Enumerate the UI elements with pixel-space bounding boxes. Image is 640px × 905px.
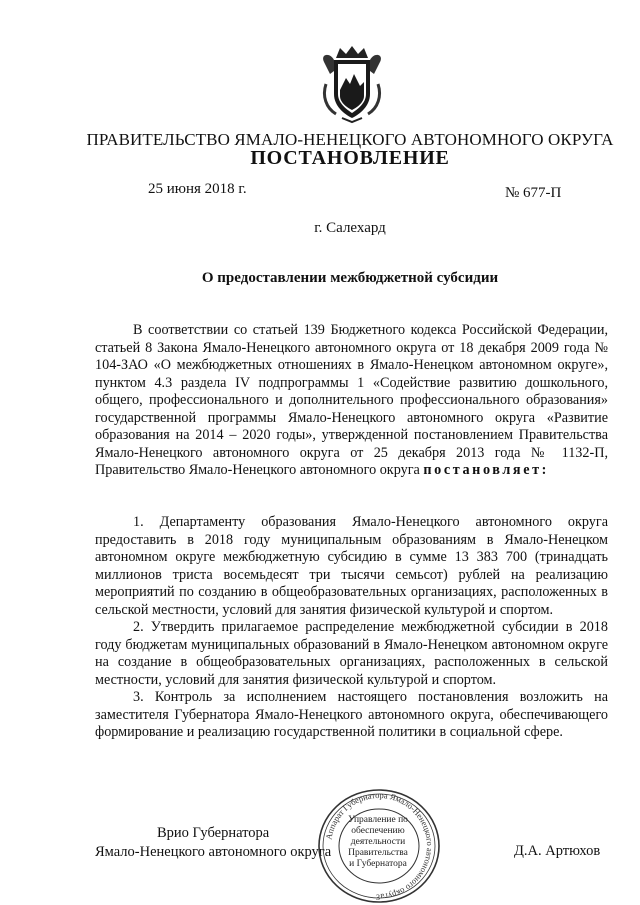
svg-text:3: 3 <box>376 893 380 902</box>
document-date: 25 июня 2018 г. <box>148 181 247 197</box>
signatory-role-line-2: Ямало-Ненецкого автономного округа <box>95 844 332 860</box>
stamp-line: Управление по <box>348 815 408 825</box>
document-type-title: ПОСТАНОВЛЕНИЕ <box>250 147 450 169</box>
stamp-line: Правительства <box>348 848 408 858</box>
document-subject: О предоставлении межбюджетной субсидии <box>201 270 499 286</box>
stamp-line: и Губернатора <box>349 859 407 869</box>
resolution-keyword: постановляет: <box>423 462 549 478</box>
svg-text:Аппарат Губернатора Ямало-Нене: Аппарат Губернатора Ямало-Ненецкого автономного округа <box>323 789 436 903</box>
government-name: ПРАВИТЕЛЬСТВО ЯМАЛО-НЕНЕЦКОГО АВТОНОМНОГО ОКРУГА <box>86 130 614 149</box>
resolution-item-1: 1. Департаменту образования Ямало-Ненецкого автономного округа предоставить в 2018 году муниципальным образованиям в Ямало-Ненецком автономном округе межбюджетную субсидию в сумме 13 383 700 (тринадцать миллионов триста восемьдесят три тысячи семьсот) рублей на реализацию мероприятий по созданию в общеобразовательных организациях, расположенных в сельской местности, условий для занятия физической культурой и спортом. <box>95 514 608 618</box>
signatory-role-line-1: Врио Губернатора <box>157 825 270 841</box>
stamp-line: деятельности <box>350 837 406 847</box>
preamble-text: В соответствии со статьей 139 Бюджетного кодекса Российской Федерации, статьей 8 Закона Ямало-Ненецкого автономного округа от 18 декабря 2009 года № 104-ЗАО «О межбюджетных отношениях в Ямало-Ненецком автономном округе», пунктом 4.3 раздела IV подпрограммы 1 «Содействие развитию дошкольного, общего, профессионального и дополнительного профессионального образования» государственной программы Ямало-Ненецкого автономного округа «Развитие образования на 2014 – 2020 годы», утвержденной постановлением Правительства Ямало-Ненецкого автономного округа от 25 декабря 2013 года № 1132-П, Правительство Ямало-Ненецкого автономного округа <box>95 322 608 478</box>
stamp-center-text <box>338 815 418 870</box>
coat-of-arms-icon <box>316 44 388 124</box>
document-city: г. Салехард <box>314 220 386 236</box>
preamble-paragraph <box>95 322 608 480</box>
resolution-item-2: 2. Утвердить прилагаемое распределение межбюджетной субсидии в 2018 году бюджетам муниципальных образований в Ямало-Ненецком автономном округе на создание в общеобразовательных организациях, расположенных в сельской местности, условий для занятия физической культурой и спортом. <box>95 619 608 688</box>
resolution-item-3: 3. Контроль за исполнением настоящего постановления возложить на заместителя Губернатора Ямало-Ненецкого автономного округа, обеспечивающего формирование и реализацию государственной политики в социальной сфере. <box>95 689 608 740</box>
stamp-line: обеспечению <box>351 826 405 836</box>
document-number: № 677-П <box>505 185 562 201</box>
preamble <box>95 322 608 480</box>
resolution-items <box>95 514 608 742</box>
signatory-name: Д.А. Артюхов <box>514 843 601 859</box>
